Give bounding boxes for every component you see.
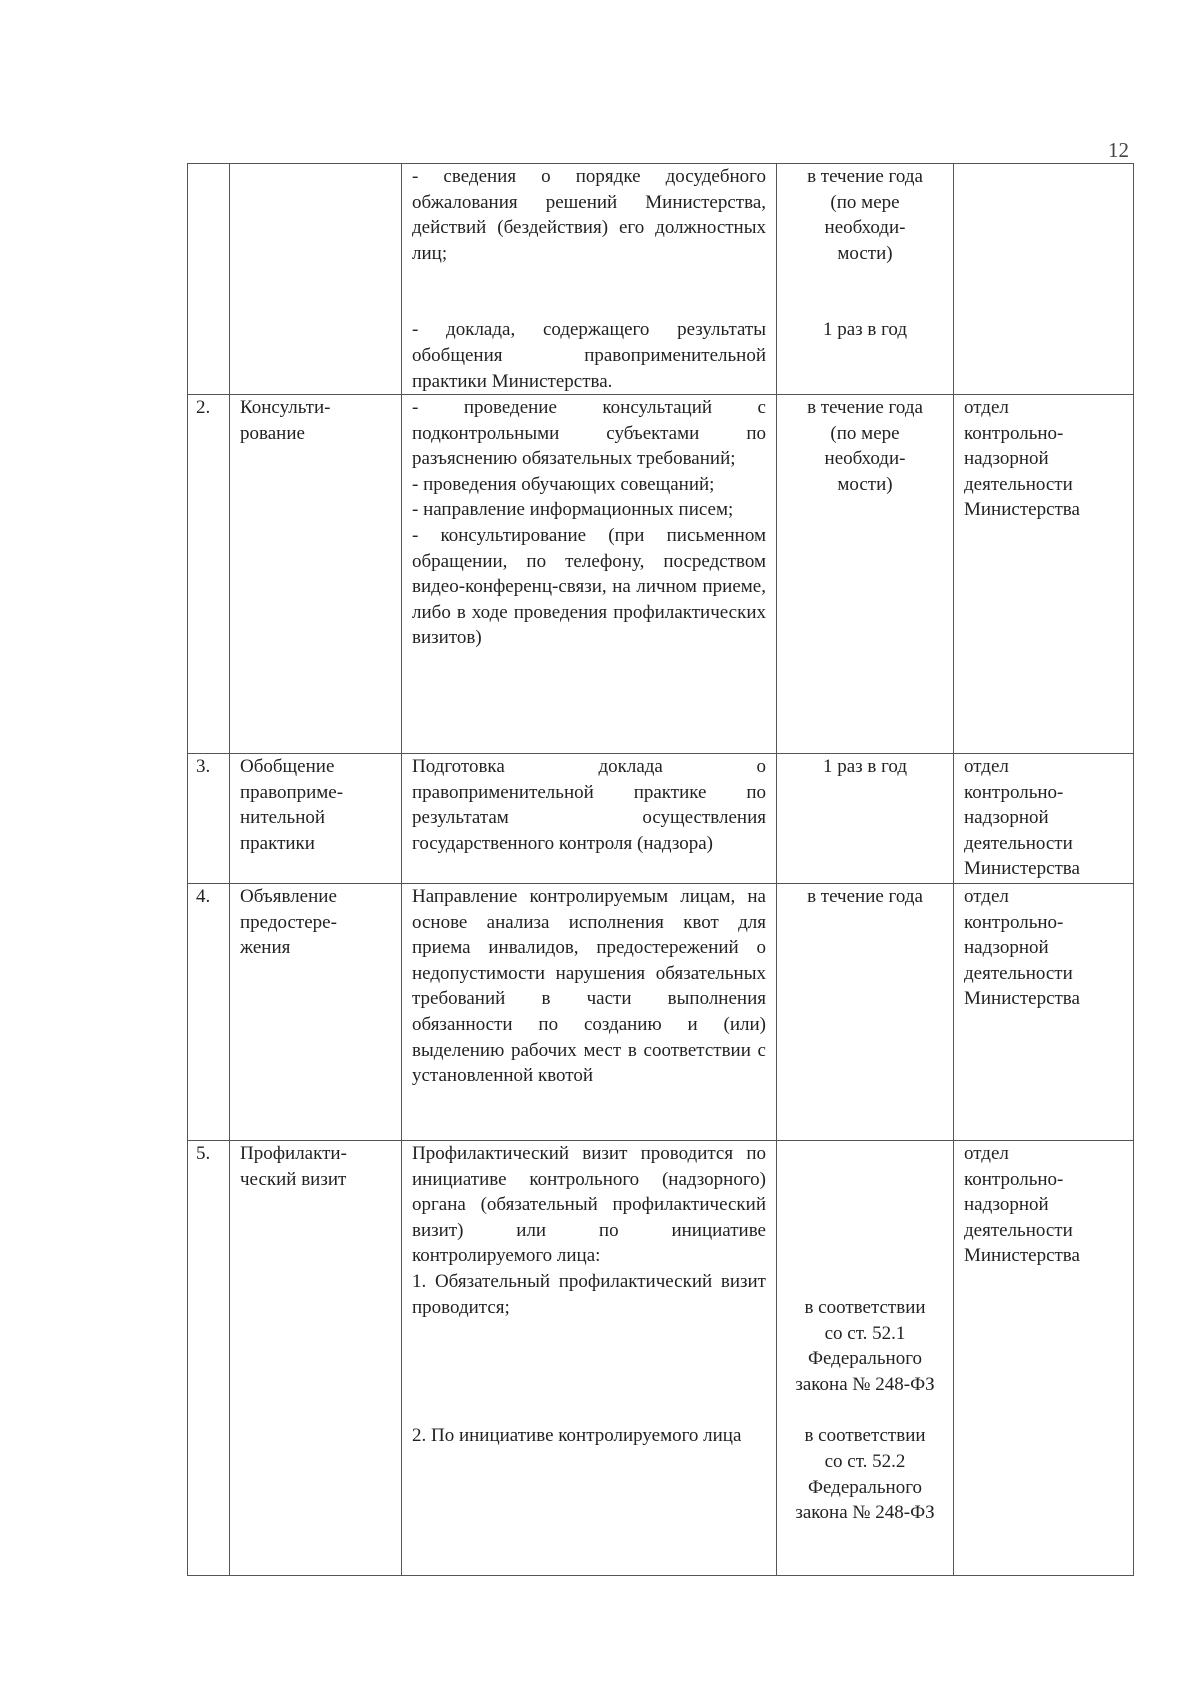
activity-content xyxy=(402,164,777,394)
activity-timing xyxy=(777,754,954,883)
table-row xyxy=(188,164,1134,395)
content-paragraph: - проведения обучающих совещаний; xyxy=(412,473,715,495)
activity-name: Обобщение правоприме-нительной практики xyxy=(230,754,402,883)
activity-timing xyxy=(777,884,954,1140)
responsible-unit: отдел контрольно-надзорной деятельности Министерства xyxy=(954,754,1134,883)
responsible-unit xyxy=(954,164,1134,394)
page-number: 12 xyxy=(1108,138,1129,162)
activity-content xyxy=(402,1141,777,1575)
activity-content xyxy=(402,395,777,753)
responsible-unit: отдел контрольно-надзорной деятельности Министерства xyxy=(954,1141,1134,1575)
table-row xyxy=(188,395,1134,754)
timing-text: в течение года xyxy=(807,886,923,907)
content-paragraph: - доклада, содержащего результаты обобщения правоприменительной практики Министерства. xyxy=(412,319,766,392)
activity-content xyxy=(402,754,777,883)
timing-text: 1 раз в год xyxy=(822,319,908,341)
activity-name: Профилакти-ческий визит xyxy=(230,1141,402,1575)
content-paragraph: - сведения о порядке досудебного обжалования решений Министерства, действий (бездействия) его должностных лиц; xyxy=(412,166,766,264)
row-number xyxy=(188,164,230,394)
activity-timing xyxy=(777,164,954,394)
timing-text: в течение года (по мере необходи-мости) xyxy=(807,166,923,264)
activity-timing xyxy=(777,395,954,753)
activity-name: Объявление предостере-жения xyxy=(230,884,402,1140)
content-paragraph: - консультирование (при письменном обращении, по телефону, посредством видео-конференц-связи, на личном приеме, либо в ходе проведения профилактических визитов) xyxy=(412,524,766,649)
activity-name xyxy=(230,164,402,394)
content-paragraph: - проведение консультаций с подконтрольными субъектами по разъяснению обязательных требований; xyxy=(412,397,766,470)
content-paragraph: Профилактический визит проводится по инициативе контрольного (надзорного) органа (обязательный профилактический визит) или по инициативе контролируемого лица: xyxy=(412,1143,766,1267)
activity-timing xyxy=(777,1141,954,1575)
content-paragraph: 2. По инициативе контролируемого лица xyxy=(412,1425,742,1447)
timing-text: в соответствии со ст. 52.1 Федерального закона № 248-ФЗ xyxy=(795,1297,935,1395)
timing-text: 1 раз в год xyxy=(822,756,908,777)
responsible-unit: отдел контрольно-надзорной деятельности Министерства xyxy=(954,395,1134,753)
activities-table xyxy=(187,163,1134,1576)
row-number: 3. xyxy=(188,754,230,883)
activity-name: Консульти-рование xyxy=(230,395,402,753)
row-number: 5. xyxy=(188,1141,230,1575)
row-number: 4. xyxy=(188,884,230,1140)
table-row xyxy=(188,1141,1134,1576)
timing-text: в соответствии со ст. 52.2 Федерального закона № 248-ФЗ xyxy=(795,1425,935,1524)
content-paragraph: - направление информационных писем; xyxy=(412,499,734,521)
content-paragraph: Направление контролируемым лицам, на основе анализа исполнения квот для приема инвалидов, предостережений о недопустимости нарушения обязательных требований в части выполнения обязанности по созданию и (или) выделению рабочих мест в соответствии с установленной квотой xyxy=(412,886,766,1087)
table-row xyxy=(188,754,1134,884)
activity-content xyxy=(402,884,777,1140)
responsible-unit: отдел контрольно-надзорной деятельности Министерства xyxy=(954,884,1134,1140)
row-number: 2. xyxy=(188,395,230,753)
table-row xyxy=(188,884,1134,1141)
timing-text: в течение года (по мере необходи-мости) xyxy=(807,397,923,495)
content-paragraph: Подготовка доклада о правоприменительной практике по результатам осуществления государственного контроля (надзора) xyxy=(412,756,766,854)
content-paragraph: 1. Обязательный профилактический визит проводится; xyxy=(412,1270,766,1318)
